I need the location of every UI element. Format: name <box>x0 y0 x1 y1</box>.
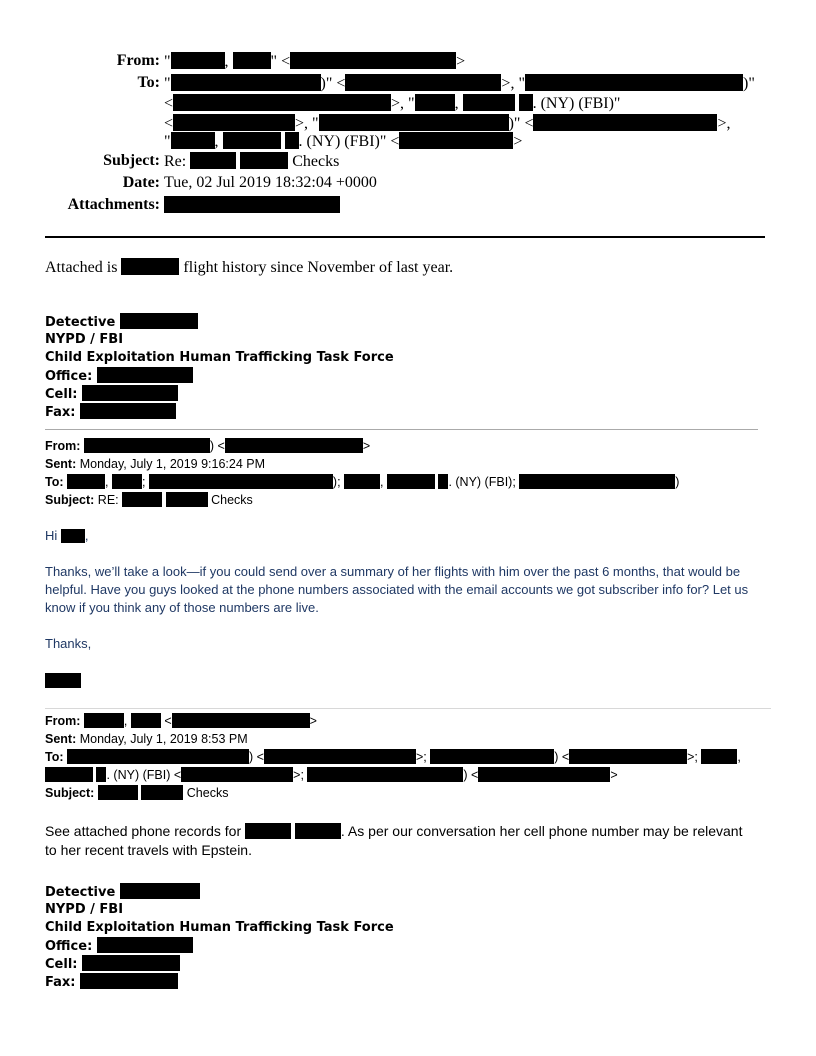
quoted2-from-label: From: <box>45 714 81 728</box>
reply-closing: Thanks, <box>45 636 92 651</box>
redaction <box>121 258 179 275</box>
redaction <box>112 474 142 489</box>
redaction <box>141 785 183 800</box>
message-text-before: Attached is <box>45 259 118 276</box>
redaction <box>131 713 161 728</box>
redaction <box>171 74 321 91</box>
signature-block-2 <box>45 883 394 991</box>
redaction <box>519 94 533 111</box>
header-from-row <box>0 52 816 70</box>
office-label: Office: <box>45 369 93 384</box>
header-to-row <box>0 74 816 92</box>
quoted-subject-suffix: Checks <box>211 493 253 507</box>
signature2-title-row <box>45 883 394 901</box>
redaction <box>97 937 193 953</box>
header-divider <box>45 236 765 238</box>
redaction <box>478 767 610 782</box>
redaction <box>120 883 200 899</box>
redaction <box>285 132 299 149</box>
quoted2-subject-row <box>45 784 741 802</box>
redaction <box>319 114 509 131</box>
quoted-header-2 <box>45 712 741 802</box>
header-to-row-4 <box>0 132 816 150</box>
redaction <box>525 74 743 91</box>
signature2-unit: Child Exploitation Human Trafficking Task Force <box>45 920 394 935</box>
redaction <box>307 767 463 782</box>
signature-fax-row <box>45 403 394 421</box>
redaction <box>166 492 208 507</box>
cell-label: Cell: <box>45 387 78 402</box>
redaction <box>164 196 340 213</box>
header-subject-row <box>0 152 816 170</box>
subject-label: Subject: <box>103 152 160 169</box>
quoted-divider <box>45 429 758 430</box>
redaction <box>701 749 737 764</box>
quoted2-subject-label: Subject: <box>45 786 95 800</box>
redaction <box>533 114 717 131</box>
signature2-title: Detective <box>45 885 116 900</box>
header-attachments-row <box>0 196 816 214</box>
redaction <box>295 823 341 839</box>
redaction <box>80 973 178 989</box>
reply-body: Thanks, we’ll take a look—if you could send over a summary of her flights with him over the past 6 months, that would be helpful. Have you guys looked at the phone numbers associated with the email accounts we got subscriber info for? Let us know if you think any of those numbers are live. <box>45 564 749 615</box>
greeting-text: Hi <box>45 528 58 543</box>
redaction <box>240 152 288 169</box>
to-line4-suffix: . (NY) (FBI)" < <box>298 133 400 150</box>
reply-greeting: Hi , <box>45 528 89 543</box>
redaction <box>172 713 310 728</box>
redaction <box>399 132 513 149</box>
quoted-to-label: To: <box>45 475 64 489</box>
quoted-subject-prefix: RE: <box>97 493 119 507</box>
signature2-fax-row <box>45 973 394 991</box>
quoted2-to-label: To: <box>45 750 64 764</box>
to-value-line2: < >, " , . (NY) (FBI)" <box>164 95 621 112</box>
quoted2-to-suffix: . (NY) (FBI) < <box>106 768 182 782</box>
redaction <box>122 492 162 507</box>
cell-label-2: Cell: <box>45 957 78 972</box>
redaction <box>82 385 178 401</box>
redaction <box>225 438 363 453</box>
redaction <box>438 474 448 489</box>
to-label: To: <box>137 74 160 91</box>
signature-org: NYPD / FBI <box>45 332 124 347</box>
redaction <box>519 474 675 489</box>
quoted2-sent-value: Monday, July 1, 2019 8:53 PM <box>79 732 248 746</box>
redaction <box>171 132 215 149</box>
redaction <box>84 713 124 728</box>
quoted2-sent-label: Sent: <box>45 732 77 746</box>
redaction <box>173 114 295 131</box>
to-line2-suffix: . (NY) (FBI)" <box>532 95 621 112</box>
signature-unit: Child Exploitation Human Trafficking Task Force <box>45 350 394 365</box>
redaction <box>45 673 81 688</box>
forwarded-body-after: . As per our conversation her cell phone number may be relevant to her recent travels with Epstein. <box>45 823 743 858</box>
redaction <box>149 474 333 489</box>
redaction <box>345 74 501 91</box>
redaction <box>67 474 105 489</box>
quoted-sent-row <box>45 455 679 473</box>
header-to-row-3 <box>0 114 816 132</box>
subject-suffix: Checks <box>292 153 340 170</box>
signature2-cell-row <box>45 955 394 973</box>
quoted-to-suffix: . (NY) (FBI); <box>448 475 516 489</box>
quoted-from-label: From: <box>45 439 81 453</box>
to-value-line3: < >, " )" < >, <box>164 115 731 132</box>
attachments-value <box>164 196 340 215</box>
quoted-subject-label: Subject: <box>45 493 95 507</box>
subject-value <box>164 152 339 171</box>
forwarded-body <box>45 822 745 860</box>
redaction <box>463 94 515 111</box>
redaction <box>120 313 198 329</box>
redaction <box>61 529 85 543</box>
subject-prefix: Re: <box>164 153 187 170</box>
signature2-office-row <box>45 937 394 955</box>
signature-title: Detective <box>45 315 116 330</box>
date-label: Date: <box>122 174 160 191</box>
redaction <box>45 767 93 782</box>
signature-block <box>45 313 394 421</box>
redaction <box>387 474 435 489</box>
quoted-sent-value: Monday, July 1, 2019 9:16:24 PM <box>79 457 266 471</box>
signature2-org: NYPD / FBI <box>45 902 124 917</box>
redaction <box>67 749 249 764</box>
redaction <box>264 749 416 764</box>
redaction <box>171 52 225 69</box>
redaction <box>190 152 236 169</box>
office-label-2: Office: <box>45 939 93 954</box>
date-value: Tue, 02 Jul 2019 18:32:04 +0000 <box>164 174 377 191</box>
from-label: From: <box>116 52 160 69</box>
redaction <box>84 438 210 453</box>
redaction <box>97 367 193 383</box>
forwarded-body-before: See attached phone records for <box>45 823 242 839</box>
redaction <box>415 94 455 111</box>
quoted-from-row: From: ) < > <box>45 439 371 453</box>
to-value-line1: " )" < >, " )" <box>164 75 755 92</box>
redaction <box>245 823 291 839</box>
redaction <box>96 767 106 782</box>
fax-label: Fax: <box>45 405 76 420</box>
fax-label-2: Fax: <box>45 975 76 990</box>
quoted2-sent-row <box>45 730 741 748</box>
header-to-row-2 <box>0 94 816 112</box>
message-text-after: flight history since November of last year. <box>183 259 454 276</box>
redaction <box>98 785 138 800</box>
redaction <box>430 749 554 764</box>
from-value: " , " < > <box>164 53 466 70</box>
redaction <box>173 94 391 111</box>
redaction <box>80 403 176 419</box>
signature-office-row <box>45 367 394 385</box>
message-body <box>45 258 453 277</box>
quoted2-to-row-2: . (NY) (FBI) < >; ) < > <box>45 766 741 784</box>
redaction <box>181 767 293 782</box>
quoted-header-1 <box>45 437 679 509</box>
redaction <box>233 52 271 69</box>
quoted2-to-row: To: ) < >; ) < >; , <box>45 750 741 764</box>
redaction <box>569 749 687 764</box>
header-date-row <box>0 174 816 192</box>
quoted-sent-label: Sent: <box>45 457 77 471</box>
redaction <box>82 955 180 971</box>
quoted-to-row: To: , ; ); , . (NY) (FBI); ) <box>45 475 680 489</box>
redaction <box>223 132 281 149</box>
signature-title-row <box>45 313 394 331</box>
to-value-line4: " , . (NY) (FBI)" < > <box>164 133 523 150</box>
signature-cell-row <box>45 385 394 403</box>
quoted2-from-row: From: , < > <box>45 714 317 728</box>
redaction <box>344 474 380 489</box>
attachments-label: Attachments: <box>67 196 160 213</box>
quoted-subject-row <box>45 491 679 509</box>
quoted-divider-2 <box>45 708 771 709</box>
redaction <box>290 52 456 69</box>
quoted2-subject-suffix: Checks <box>186 786 229 800</box>
